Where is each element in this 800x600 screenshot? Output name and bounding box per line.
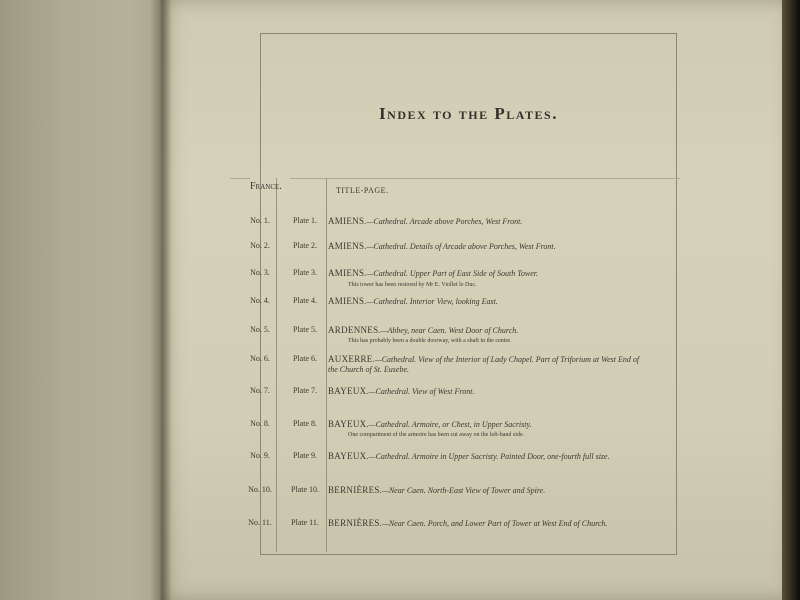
entry-plate: Plate 9. (293, 451, 317, 460)
entry-plate: Plate 1. (293, 216, 317, 225)
entry-place: ARDENNES (328, 325, 379, 335)
entry-place: BAYEUX (328, 419, 367, 429)
entry-note: This has probably been a double doorway, with a shaft in the centre. (348, 338, 512, 344)
entry-description: .—Cathedral. Details of Arcade above Porches, West Front. (364, 242, 556, 251)
rule-left (230, 178, 250, 179)
entry-plate: Plate 7. (293, 386, 317, 395)
entry-plate: Plate 8. (293, 419, 317, 428)
entry-description: .—Cathedral. Arcade above Porches, West Front. (364, 217, 523, 226)
left-page (0, 0, 170, 600)
page-edge (782, 0, 800, 600)
entry-number: No. 5. (250, 325, 270, 334)
entry-description: .—Cathedral. View of West Front. (366, 387, 475, 396)
entry-number: No. 9. (250, 451, 270, 460)
entry-number: No. 8. (250, 419, 270, 428)
index-title: Index to the Plates. (379, 104, 558, 123)
entry-place: AMIENS (328, 216, 365, 226)
entry-number: No. 6. (250, 354, 270, 363)
entry-note: One compartment of the armoire has been cut away on the left-hand side. (348, 432, 525, 438)
entry-plate: Plate 3. (293, 268, 317, 277)
section-heading: France. (250, 181, 282, 192)
column-rule-2 (326, 178, 327, 552)
entry-number: No. 1. (250, 216, 270, 225)
entry-place: AMIENS (328, 296, 365, 306)
entry-number: No. 4. (250, 296, 270, 305)
entry-plate: Plate 4. (293, 296, 317, 305)
entry-plate: Plate 11. (291, 518, 319, 527)
entry-description: .—Abbey, near Caen. West Door of Church. (378, 326, 519, 335)
entry-description: .—Cathedral. Upper Part of East Side of South Tower. (364, 269, 539, 278)
entry-note: This tower has been restored by Mr E. Viollet le Duc. (348, 282, 477, 288)
entry-plate: Plate 10. (291, 485, 319, 494)
entry-place: AUXERRE (328, 354, 373, 364)
entry-number: No. 10. (248, 485, 272, 494)
entry-description: .—Cathedral. Armoire, or Chest, in Upper Sacristy. (366, 420, 532, 429)
entry-description: .—Near Caen. North-East View of Tower and Spire. (379, 486, 546, 495)
entry-number: No. 11. (248, 518, 272, 527)
title-page-entry: TITLE-PAGE. (336, 186, 389, 195)
entry-place: AMIENS (328, 241, 365, 251)
entry-number: No. 2. (250, 241, 270, 250)
column-rule-1 (276, 178, 277, 552)
entry-number: No. 3. (250, 268, 270, 277)
entry-number: No. 7. (250, 386, 270, 395)
entry-place: BERNIÈRES (328, 518, 380, 528)
entry-description: .—Near Caen. Porch, and Lower Part of Tower at West End of Church. (379, 519, 608, 528)
entry-place: BAYEUX (328, 386, 367, 396)
book-gutter (150, 0, 172, 600)
entry-description: .—Cathedral. Armoire in Upper Sacristy. Painted Door, one-fourth full size. (366, 452, 610, 461)
entry-place: BERNIÈRES (328, 485, 380, 495)
rule-right (290, 178, 680, 179)
entry-description: .—Cathedral. Interior View, looking East. (364, 297, 498, 306)
entry-plate: Plate 5. (293, 325, 317, 334)
entry-plate: Plate 6. (293, 354, 317, 363)
entry-description: .—Cathedral. View of the Interior of Lady Chapel. Part of Triforium at West End of the Church of St. Eusebe. (328, 355, 640, 374)
entry-plate: Plate 2. (293, 241, 317, 250)
entry-place: BAYEUX (328, 451, 367, 461)
entry-place: AMIENS (328, 268, 365, 278)
